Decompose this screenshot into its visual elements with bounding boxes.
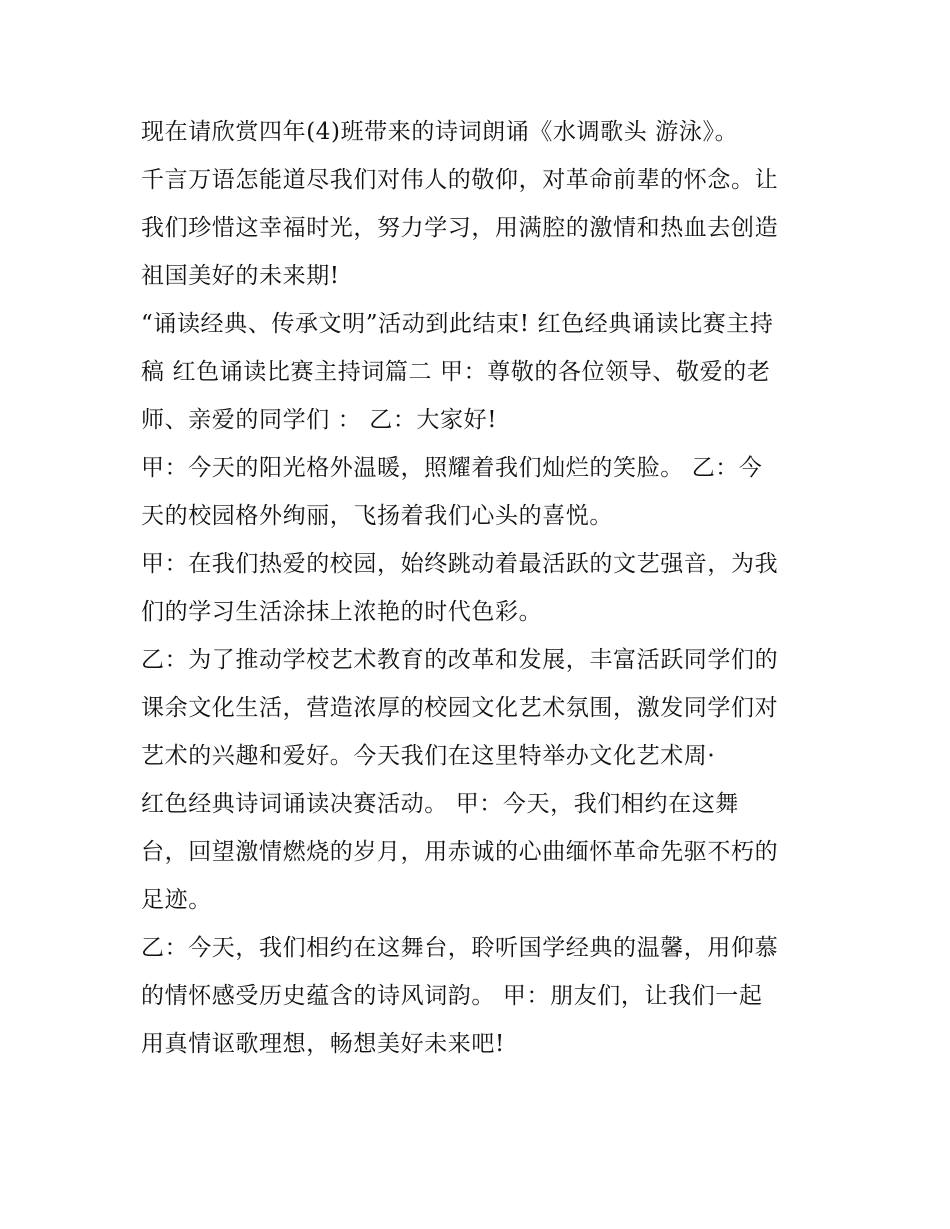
text-line: 的情怀感受历史蕴含的诗风词韵。 甲：朋友们，让我们一起	[141, 983, 763, 1009]
text-line: 天的校园格外绚丽，飞扬着我们心头的喜悦。	[141, 503, 613, 529]
text-line: 甲：在我们热爱的校园，始终跳动着最活跃的文艺强音，为我	[141, 551, 779, 577]
text-line: 师、亲爱的同学们 ： 乙：大家好!	[141, 407, 498, 433]
text-line: 甲：今天的阳光格外温暖，照耀着我们灿烂的笑脸。 乙：今	[141, 455, 763, 481]
text-line: 我们珍惜这幸福时光，努力学习，用满腔的激情和热血去创造	[141, 215, 779, 241]
text-line: “诵读经典、传承文明”活动到此结束! 红色经典诵读比赛主持	[141, 311, 774, 337]
text-line: 千言万语怎能道尽我们对伟人的敬仰，对革命前辈的怀念。让	[141, 167, 779, 193]
text-line: 台，回望激情燃烧的岁月，用赤诚的心曲缅怀革命先驱不朽的	[141, 839, 779, 865]
text-line: 现在请欣赏四年(4)班带来的诗词朗诵《水调歌头 游泳》。	[141, 119, 739, 145]
text-line: 乙：为了推动学校艺术教育的改革和发展，丰富活跃同学们的	[141, 647, 779, 673]
text-line: 足迹。	[141, 887, 212, 913]
text-line: 红色经典诗词诵读决赛活动。 甲：今天，我们相约在这舞	[141, 791, 739, 817]
text-line: 们的学习生活涂抹上浓艳的时代色彩。	[141, 599, 543, 625]
text-line: 用真情讴歌理想，畅想美好未来吧!	[141, 1031, 505, 1057]
text-line: 祖国美好的未来期!	[141, 263, 340, 289]
text-line: 课余文化生活，营造浓厚的校园文化艺术氛围，激发同学们对	[141, 695, 779, 721]
text-line: 稿 红色诵读比赛主持词篇二 甲：尊敬的各位领导、敬爱的老	[141, 359, 771, 385]
text-line: 艺术的兴趣和爱好。今天我们在这里特举办文化艺术周·	[141, 743, 716, 769]
document-body	[141, 108, 831, 1068]
text-line: 乙：今天，我们相约在这舞台，聆听国学经典的温馨，用仰慕	[141, 935, 779, 961]
